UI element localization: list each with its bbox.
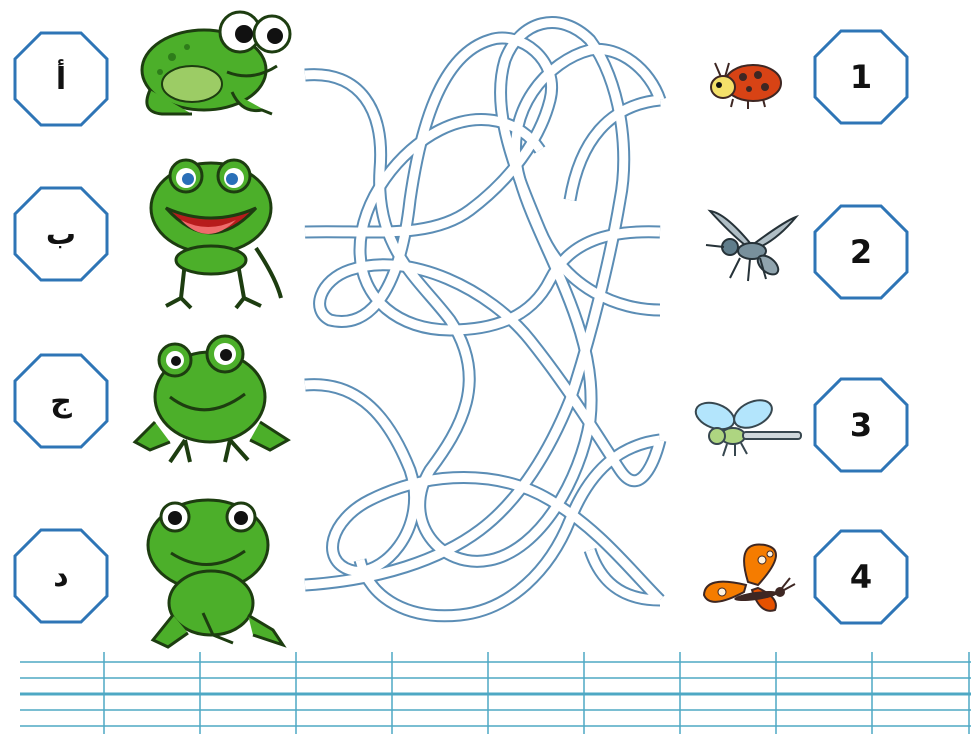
- dragonfly-icon: [693, 398, 805, 460]
- label-jim: [12, 352, 110, 450]
- mosquito-icon: [700, 203, 800, 285]
- ladybug-icon: [703, 55, 788, 110]
- label-4: [812, 528, 910, 626]
- frog-icon: [136, 148, 286, 313]
- frog-icon: [132, 2, 292, 122]
- label-ba: [12, 185, 110, 283]
- label-2: [812, 203, 910, 301]
- label-text: 3: [849, 406, 873, 444]
- label-text: 2: [849, 233, 873, 271]
- frog-icon: [130, 332, 295, 467]
- label-text: ب: [45, 216, 77, 252]
- butterfly-icon: [700, 540, 798, 620]
- maze-paths: [290, 0, 680, 650]
- label-text: د: [53, 558, 69, 594]
- label-text: ج: [50, 383, 72, 419]
- label-text: أ: [55, 61, 67, 97]
- answer-grid[interactable]: [20, 652, 971, 734]
- label-1: [812, 28, 910, 126]
- label-dal: [12, 527, 110, 625]
- label-text: 1: [849, 58, 873, 96]
- label-3: [812, 376, 910, 474]
- frog-icon: [133, 495, 293, 653]
- label-alef: [12, 30, 110, 128]
- label-text: 4: [849, 558, 873, 596]
